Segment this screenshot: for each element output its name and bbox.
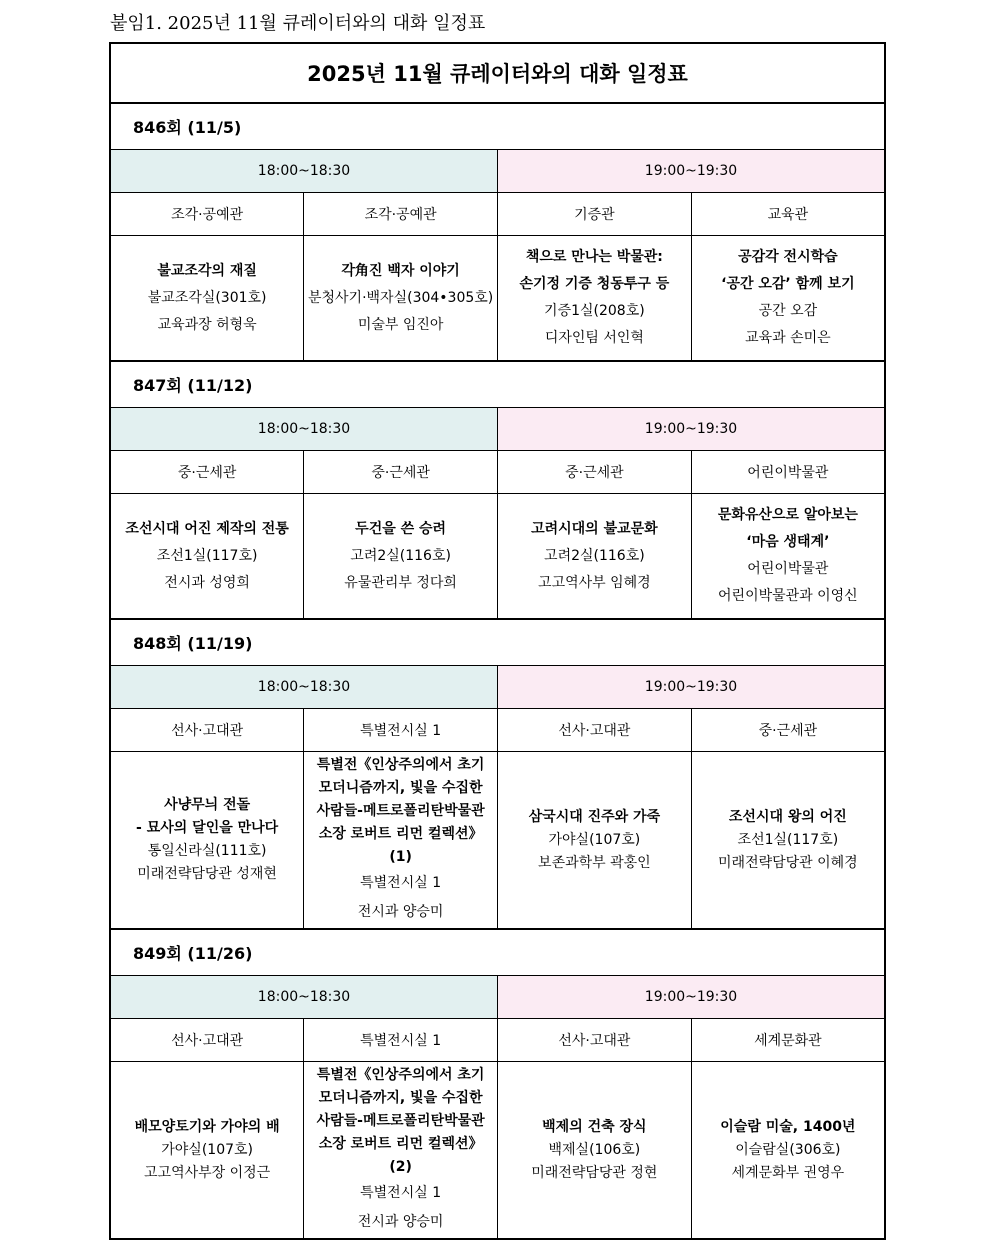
curator-name: 고고역사부 임혜경 <box>538 574 651 591</box>
hall-row <box>110 451 885 494</box>
schedule-table <box>109 42 886 1240</box>
talk-location: 공간 오감 <box>758 303 818 319</box>
curator-name: 미술부 임진아 <box>357 316 444 333</box>
talk-title: (2) <box>389 1158 412 1175</box>
talk-title: ‘마음 생태계’ <box>746 534 830 550</box>
talk-title: 공감각 전시학습 <box>738 249 838 265</box>
curator-name: 전시과 양승미 <box>357 1213 444 1230</box>
hall-name: 중·근세관 <box>304 451 498 494</box>
curator-name: 미래전략담당관 성재현 <box>137 866 277 882</box>
hall-name: 기증관 <box>498 193 692 236</box>
session-header-row <box>110 103 885 150</box>
talk-location: 이슬람실(306호) <box>735 1141 841 1158</box>
talk-title: 모더니즘까지, 빛을 수집한 <box>318 1089 483 1106</box>
session-header-row <box>110 929 885 976</box>
curator-name: 세계문화부 권영우 <box>731 1164 845 1181</box>
time-slot-2: 19:00~19:30 <box>498 150 886 193</box>
time-row <box>110 976 885 1019</box>
talk-title: - 묘사의 달인을 만나다 <box>136 820 279 836</box>
talk-title: 각角진 백자 이야기 <box>341 262 460 279</box>
hall-name: 선사·고대관 <box>110 709 304 752</box>
talk-title: ‘공간 오감’ 함께 보기 <box>721 276 855 292</box>
talk-location: 가야실(107호) <box>161 1141 253 1158</box>
hall-name: 교육관 <box>691 193 885 236</box>
talk-location: 고려2실(116호) <box>350 547 451 564</box>
hall-row <box>110 1019 885 1062</box>
hall-name: 선사·고대관 <box>110 1019 304 1062</box>
talk-title: 삼국시대 진주와 가죽 <box>528 808 661 825</box>
talk-cell <box>691 494 885 620</box>
hall-name: 조각·공예관 <box>304 193 498 236</box>
curator-name: 교육과장 허형욱 <box>157 316 257 333</box>
time-row <box>110 408 885 451</box>
curator-name: 디자인팀 서인혁 <box>544 330 644 346</box>
talk-location: 기증1실(208호) <box>544 303 645 319</box>
hall-name: 중·근세관 <box>498 451 692 494</box>
time-slot-2: 19:00~19:30 <box>498 666 886 709</box>
hall-row <box>110 709 885 752</box>
talk-location: 조선1실(117호) <box>156 547 258 564</box>
talk-title: 사람들-메트로폴리탄박물관 <box>316 802 485 819</box>
time-row <box>110 150 885 193</box>
talk-cell <box>498 752 692 930</box>
talk-cell <box>304 1062 498 1240</box>
talk-title: 책으로 만나는 박물관: <box>525 249 663 265</box>
talk-location: 고려2실(116호) <box>544 547 645 564</box>
talk-location: 불교조각실(301호) <box>147 289 267 306</box>
talk-title: (1) <box>389 848 412 865</box>
curator-name: 미래전략담당관 이혜경 <box>718 854 858 871</box>
time-slot-2: 19:00~19:30 <box>498 408 886 451</box>
talk-title: 소장 로버트 리먼 컬렉션》 <box>318 825 483 842</box>
table-title-row <box>110 43 885 103</box>
hall-name: 중·근세관 <box>110 451 304 494</box>
time-slot-1: 18:00~18:30 <box>110 976 498 1019</box>
detail-row <box>110 494 885 620</box>
session-header-row <box>110 619 885 666</box>
talk-location: 어린이박물관 <box>747 561 829 577</box>
curator-name: 전시과 성영희 <box>164 574 250 591</box>
talk-location: 통일신라실(111호) <box>147 843 267 859</box>
talk-title: 손기정 기증 청동투구 등 <box>519 276 670 292</box>
talk-cell <box>304 494 498 620</box>
detail-row <box>110 752 885 930</box>
hall-name: 중·근세관 <box>691 709 885 752</box>
talk-cell <box>691 236 885 362</box>
talk-cell <box>304 752 498 930</box>
talk-cell <box>110 1062 304 1240</box>
hall-name: 특별전시실 1 <box>304 1019 498 1062</box>
session-header: 847회 (11/12) <box>110 361 885 408</box>
hall-name: 선사·고대관 <box>498 709 692 752</box>
hall-row <box>110 193 885 236</box>
talk-title: 고려시대의 불교문화 <box>531 520 658 537</box>
talk-title: 이슬람 미술, 1400년 <box>720 1118 856 1135</box>
time-slot-1: 18:00~18:30 <box>110 408 498 451</box>
talk-cell <box>110 752 304 930</box>
curator-name: 보존과학부 곽홍인 <box>538 854 651 871</box>
talk-cell <box>498 236 692 362</box>
curator-name: 미래전략담당관 정현 <box>531 1164 658 1181</box>
talk-title: 조선시대 왕의 어진 <box>728 808 847 825</box>
talk-title: 모더니즘까지, 빛을 수집한 <box>318 779 483 796</box>
time-row <box>110 666 885 709</box>
session-header: 846회 (11/5) <box>110 103 885 150</box>
talk-title: 두건을 쓴 승려 <box>355 520 447 537</box>
time-slot-2: 19:00~19:30 <box>498 976 886 1019</box>
talk-location: 특별전시실 1 <box>360 874 442 891</box>
talk-location: 특별전시실 1 <box>360 1184 442 1201</box>
talk-title: 사냥무늬 전돌 <box>164 797 251 813</box>
talk-cell <box>110 494 304 620</box>
curator-name: 고고역사부장 이정근 <box>144 1164 271 1181</box>
talk-cell <box>498 494 692 620</box>
curator-name: 전시과 양승미 <box>357 903 444 920</box>
talk-cell <box>691 1062 885 1240</box>
talk-title: 문화유산으로 알아보는 <box>717 507 858 523</box>
talk-location: 분청사기·백자실(304•305호) <box>307 289 494 306</box>
session-header: 848회 (11/19) <box>110 619 885 666</box>
hall-name: 어린이박물관 <box>691 451 885 494</box>
hall-name: 선사·고대관 <box>498 1019 692 1062</box>
time-slot-1: 18:00~18:30 <box>110 666 498 709</box>
talk-title: 특별전《인상주의에서 초기 <box>316 1066 485 1083</box>
hall-name: 조각·공예관 <box>110 193 304 236</box>
talk-title: 백제의 건축 장식 <box>542 1118 647 1135</box>
talk-title: 불교조각의 재질 <box>157 262 257 279</box>
curator-name: 어린이박물관과 이영신 <box>718 588 858 604</box>
hall-name: 특별전시실 1 <box>304 709 498 752</box>
curator-name: 교육과 손미은 <box>745 330 831 346</box>
talk-location: 조선1실(117호) <box>737 831 839 848</box>
talk-title: 배모양토기와 가야의 배 <box>134 1118 280 1135</box>
talk-location: 가야실(107호) <box>548 831 641 848</box>
talk-title: 사람들-메트로폴리탄박물관 <box>316 1112 485 1129</box>
session-header-row <box>110 361 885 408</box>
talk-cell <box>304 236 498 362</box>
curator-name: 유물관리부 정다희 <box>344 574 457 591</box>
talk-title: 특별전《인상주의에서 초기 <box>316 756 485 773</box>
talk-cell <box>498 1062 692 1240</box>
table-title: 2025년 11월 큐레이터와의 대화 일정표 <box>110 43 885 103</box>
document-caption: 붙임1. 2025년 11월 큐레이터와의 대화 일정표 <box>110 13 486 34</box>
talk-location: 백제실(106호) <box>548 1141 641 1158</box>
detail-row <box>110 236 885 362</box>
talk-cell <box>110 236 304 362</box>
time-slot-1: 18:00~18:30 <box>110 150 498 193</box>
detail-row <box>110 1062 885 1240</box>
talk-cell <box>691 752 885 930</box>
talk-title: 조선시대 어진 제작의 전통 <box>125 520 289 537</box>
hall-name: 세계문화관 <box>691 1019 885 1062</box>
session-header: 849회 (11/26) <box>110 929 885 976</box>
talk-title: 소장 로버트 리먼 컬렉션》 <box>318 1135 483 1152</box>
